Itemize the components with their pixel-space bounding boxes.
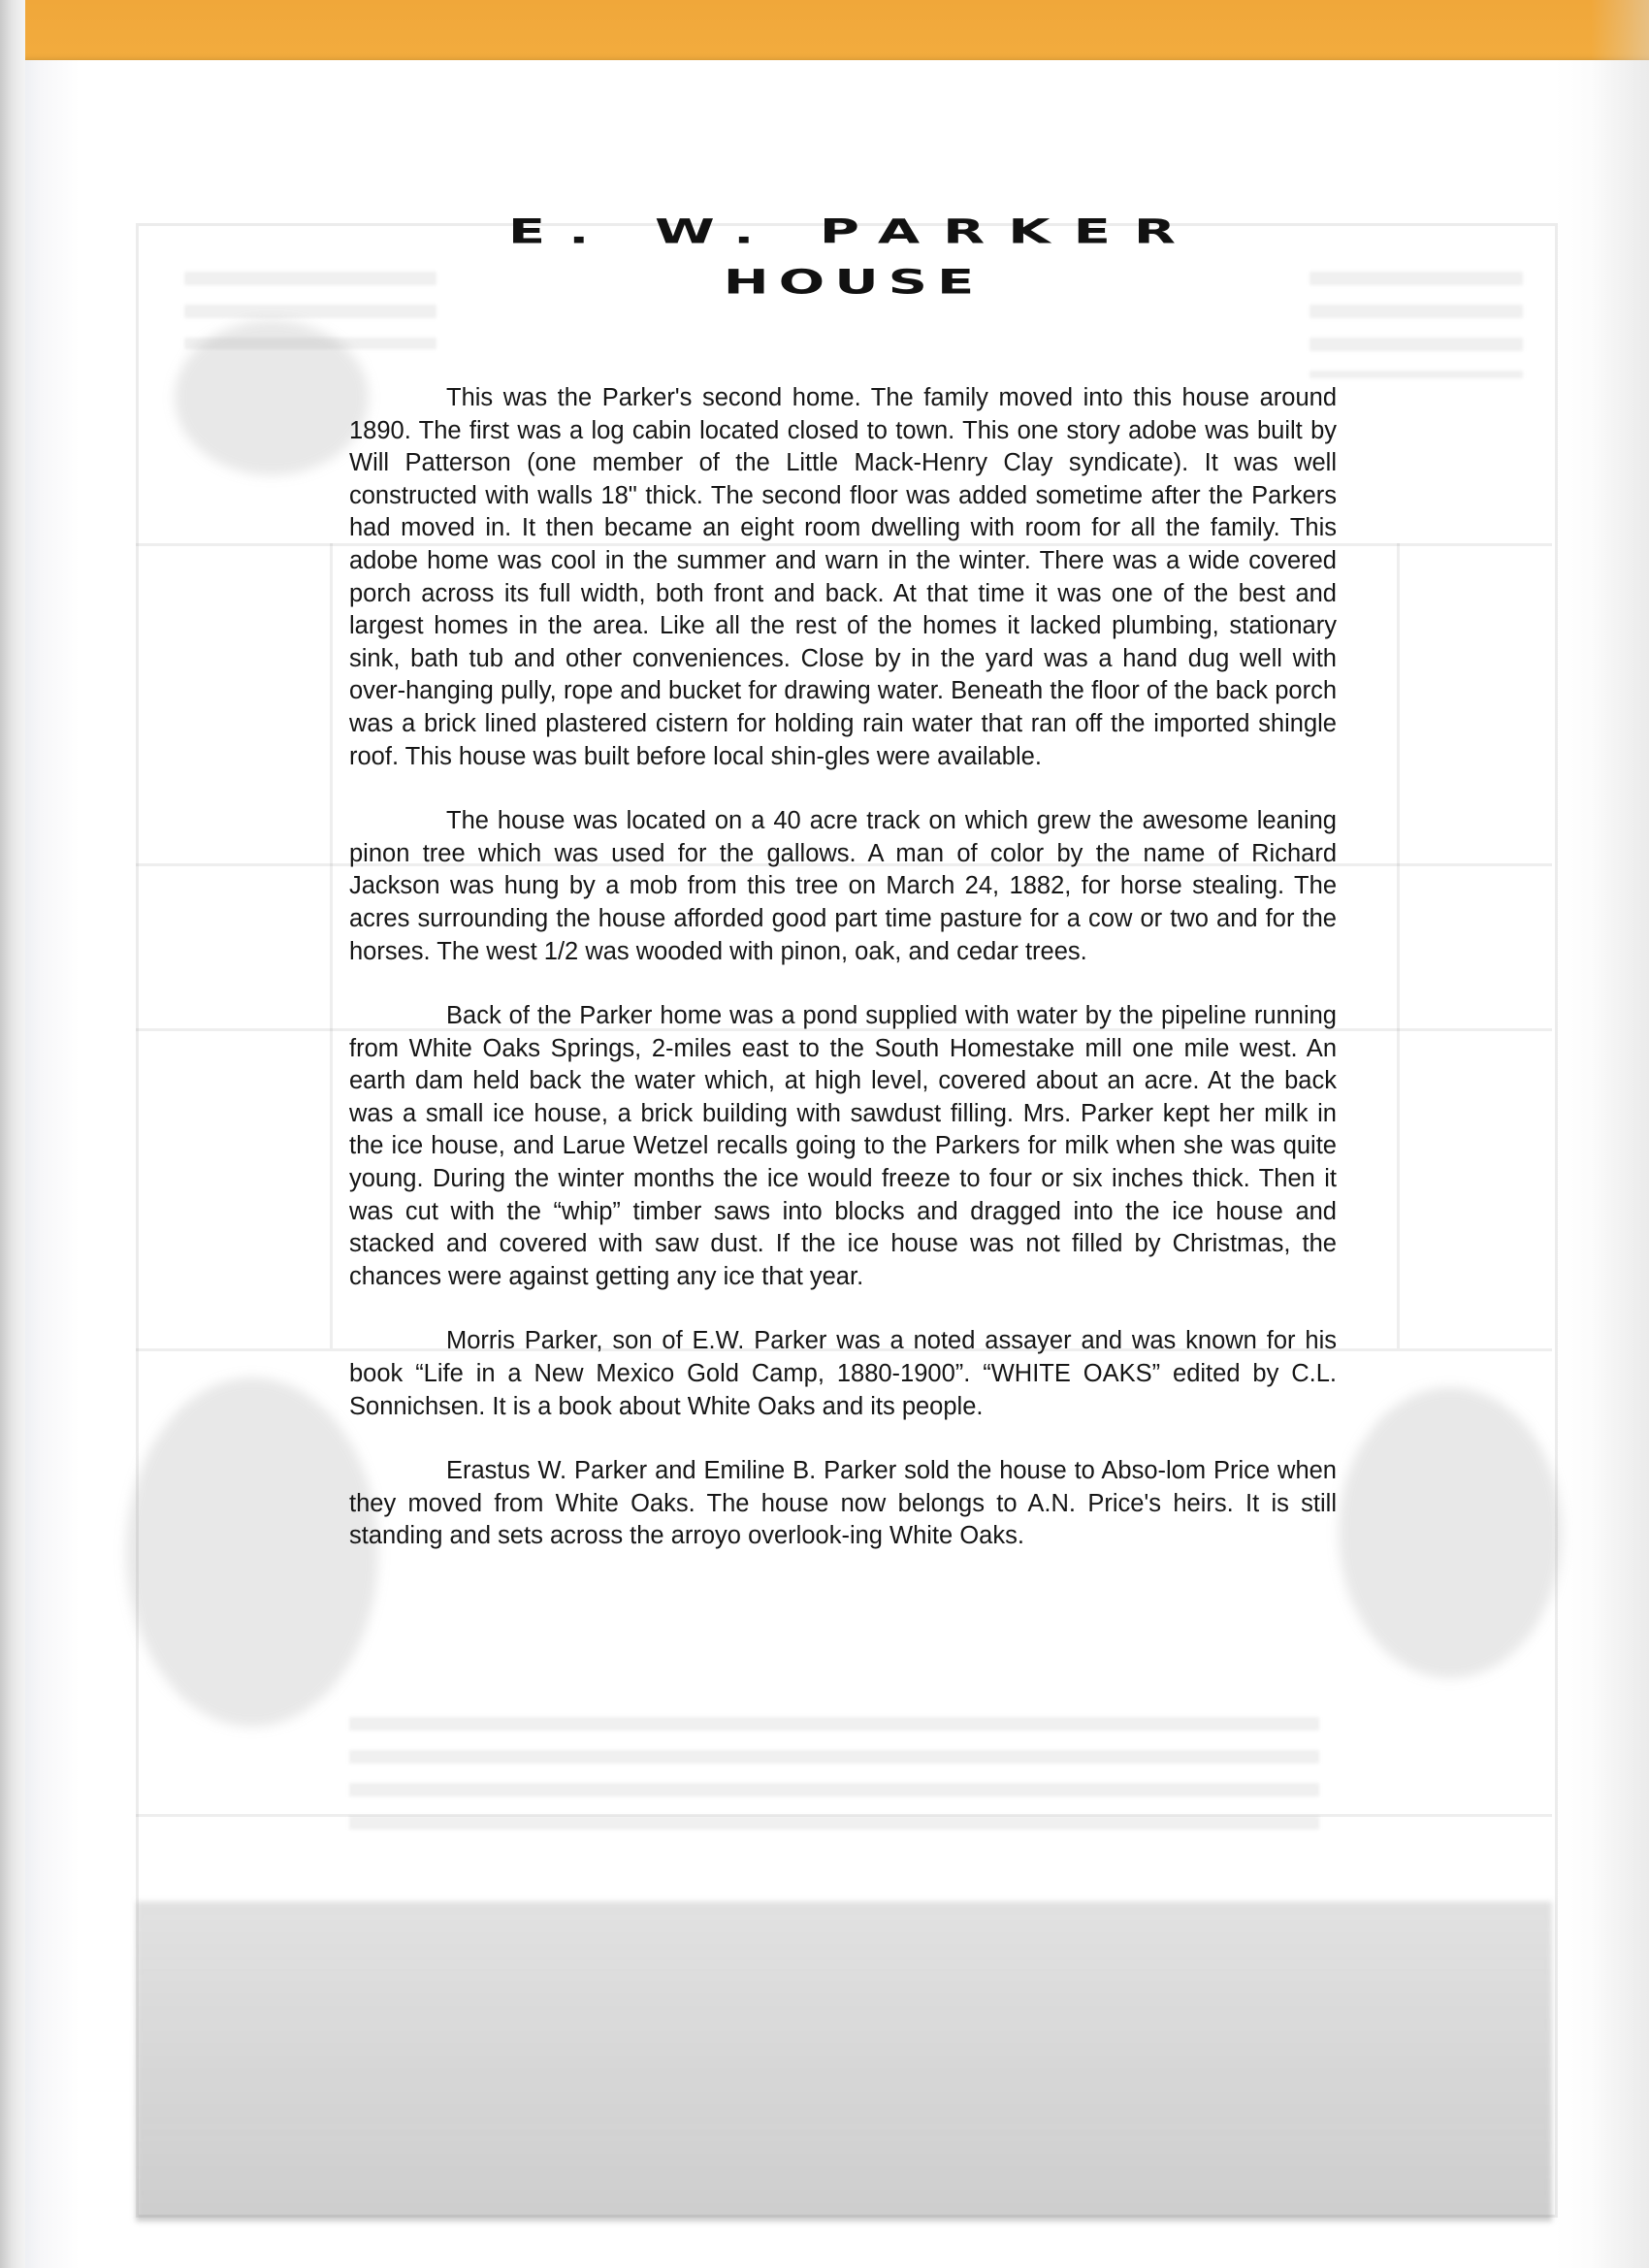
title-line-1: E. W. PARKER	[507, 211, 1200, 252]
paragraph-pinon-tree: The house was located on a 40 acre track on which grew the awesome leaning pinon tree which was used for the gallows. A man of color by the name of Richard Jackson was hung by a mob from this tree on March 24, 1882, for horse stealing. The acres surrounding the house afforded good part time pasture for a cow or two and for the horses. The west 1/2 was wooded with pinon, oak, and cedar trees.	[349, 807, 1337, 965]
article-body	[349, 382, 1337, 1585]
page-title	[466, 211, 1242, 307]
paragraph-morris-parker: Morris Parker, son of E.W. Parker was a noted assayer and was known for his book “Life in a New Mexico Gold Camp, 1880-1900”. “WHITE OAKS” edited by C.L. Sonnichsen. It is a book about White Oaks and its people.	[349, 1327, 1337, 1420]
paragraph-ice-pond: Back of the Parker home was a pond supplied with water by the pipeline running from White Oaks Springs, 2-miles east to the South Homestake mill one mile west. An earth dam held back the water which, at high level, covered about an acre. At the back was a small ice house, a brick building with sawdust filling. Mrs. Parker kept her milk in the ice house, and Larue Wetzel recalls going to the Parkers for milk when she was quite young. During the winter months the ice would freeze to four or six inches thick. Then it was cut with the “whip” timber saws into blocks and dragged into the ice house and stacked and covered with saw dust. If the ice house was not filled by Christmas, the chances were against getting any ice that year.	[349, 1002, 1337, 1290]
paragraph-second-home: This was the Parker's second home. The family moved into this house around 1890. The first was a log cabin located closed to town. This one story adobe was built by Will Patterson (one member of the Little Mack-Henry Clay syndicate). It was well constructed with walls 18" thick. The second floor was added sometime after the Parkers had moved in. It then became an eight room dwelling with room for all the family. This adobe home was cool in the summer and warn in the winter. There was a wide covered porch across its full width, both front and back. At that time it was one of the best and largest homes in the area. Like all the rest of the homes it lacked plumbing, stationary sink, bath tub and other conveniences. Close by in the yard was a hand dug well with over-hanging pully, rope and bucket for drawing water. Beneath the floor of the back porch was a brick lined plastered cistern for holding rain water that ran off the imported shingle roof. This house was built before local shin-gles were available.	[349, 384, 1337, 770]
title-line-2: HOUSE	[723, 262, 985, 303]
paragraph-sale: Erastus W. Parker and Emiline B. Parker sold the house to Abso-lom Price when they moved from White Oaks. The house now belongs to A.N. Price's heirs. It is still standing and sets across the arroyo overlook-ing White Oaks.	[349, 1457, 1337, 1550]
